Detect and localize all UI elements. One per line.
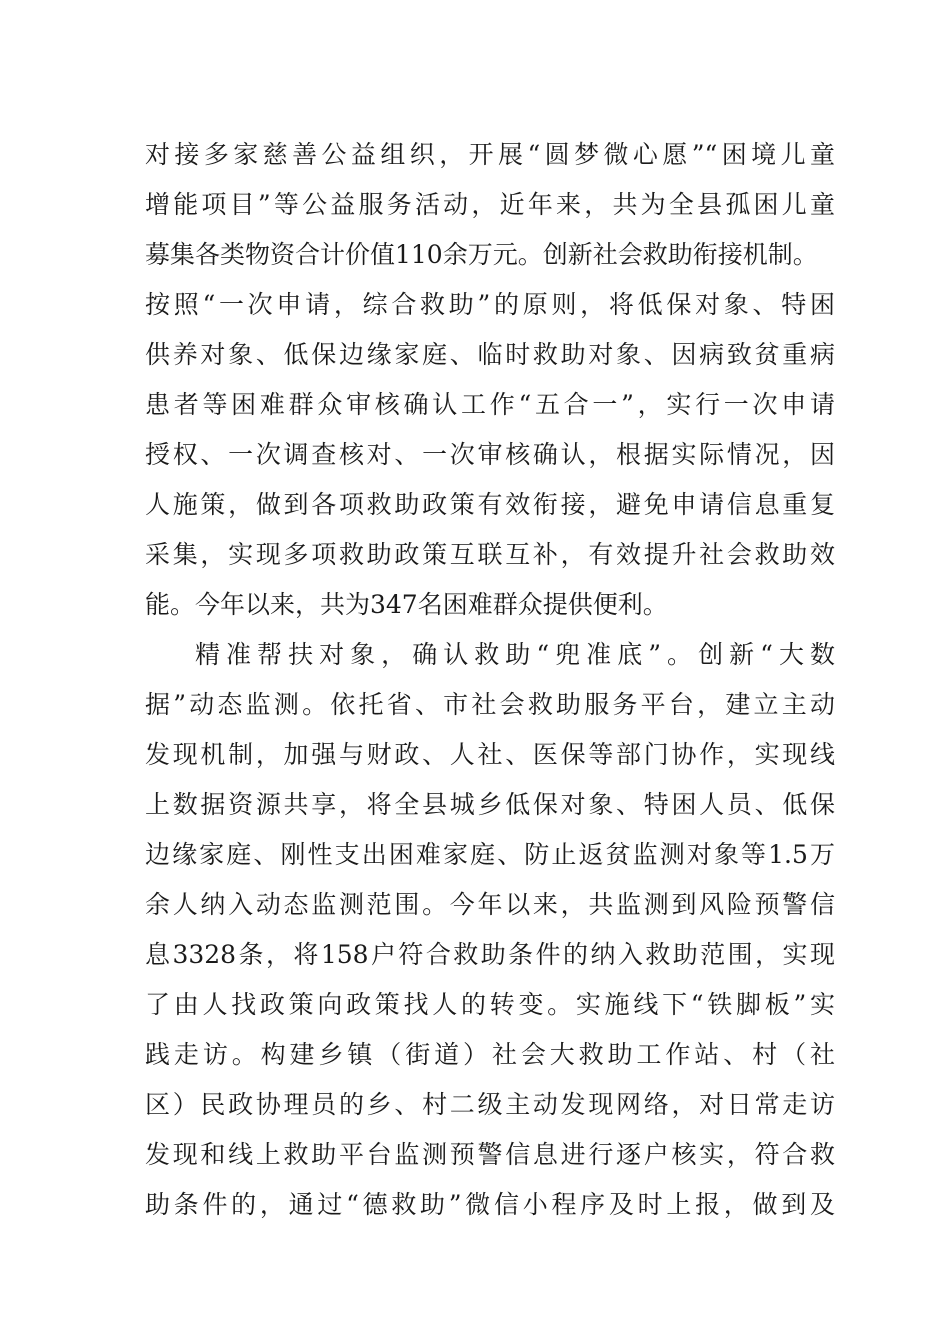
text-line: 发现和线上救助平台监测预警信息进行逐户核实，符合救 [145,1140,835,1169]
text-line: 余人纳入动态监测范围。今年以来，共监测到风险预警信 [145,890,835,919]
text-line: 践走访。构建乡镇（街道）社会大救助工作站、村（社 [145,1040,835,1069]
text-line: 能。今年以来，共为347名困难群众提供便利。 [145,590,668,619]
text-line: 区）民政协理员的乡、村二级主动发现网络，对日常走访 [145,1090,835,1119]
text-line: 据”动态监测。依托省、市社会救助服务平台，建立主动 [145,690,835,719]
text-line: 边缘家庭、刚性支出困难家庭、防止返贫监测对象等1.5万 [145,840,835,869]
text-line: 人施策，做到各项救助政策有效衔接，避免申请信息重复 [145,490,835,519]
text-line: 增能项目”等公益服务活动，近年来，共为全县孤困儿童 [145,190,835,219]
text-line: 助条件的，通过“德救助”微信小程序及时上报，做到及 [145,1190,835,1219]
text-line: 了由人找政策向政策找人的转变。实施线下“铁脚板”实 [145,990,835,1019]
text-line: 息3328条，将158户符合救助条件的纳入救助范围，实现 [145,940,835,969]
text-line: 发现机制，加强与财政、人社、医保等部门协作，实现线 [145,740,835,769]
text-line: 供养对象、低保边缘家庭、临时救助对象、因病致贫重病 [145,340,835,369]
text-line: 上数据资源共享，将全县城乡低保对象、特困人员、低保 [145,790,835,819]
text-line: 采集，实现多项救助政策互联互补，有效提升社会救助效 [145,540,835,569]
text-line: 对接多家慈善公益组织，开展“圆梦微心愿”“困境儿童 [145,140,835,169]
text-line: 按照“一次申请，综合救助”的原则，将低保对象、特困 [145,290,835,319]
text-line: 授权、一次调查核对、一次审核确认，根据实际情况，因 [145,440,835,469]
text-line: 募集各类物资合计价值110余万元。创新社会救助衔接机制。 [145,240,818,269]
text-line: 患者等困难群众审核确认工作“五合一”，实行一次申请 [145,390,835,419]
paragraph-first-line: 精准帮扶对象，确认救助“兜准底”。创新“大数 [195,640,835,669]
